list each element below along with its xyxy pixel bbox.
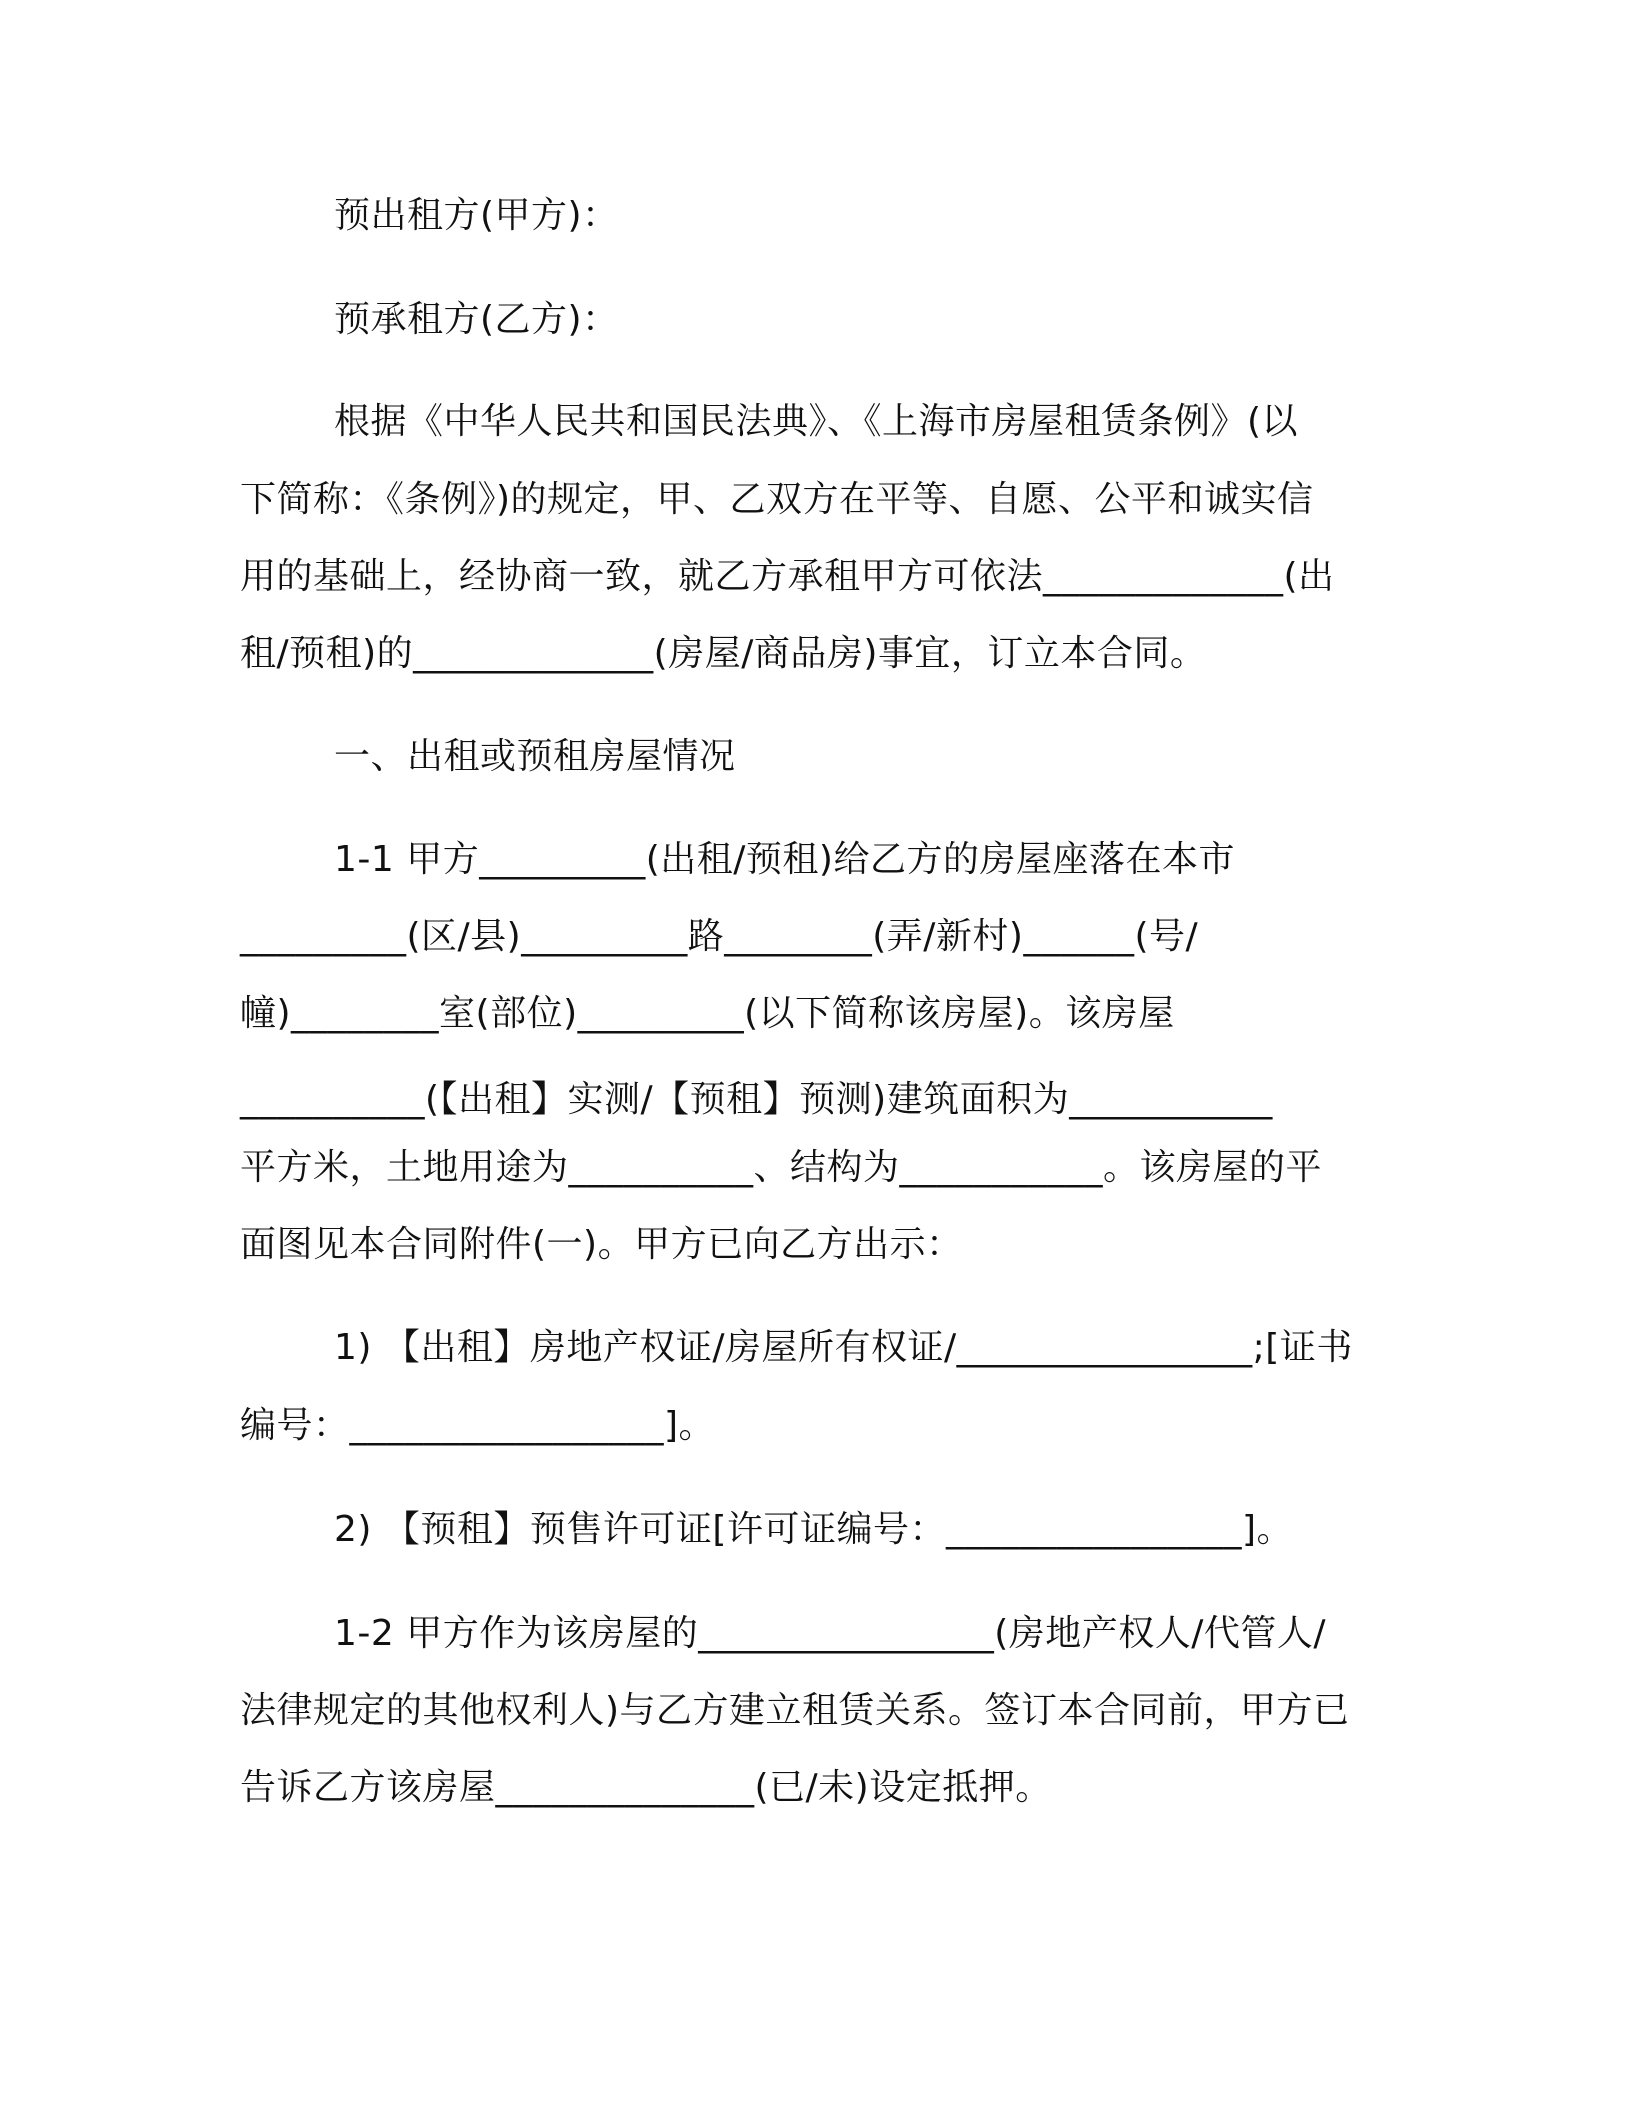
clause-1-1-line-3: 幢)________室(部位)_________(以下简称该房屋)。该房屋 (240, 993, 1175, 1034)
preamble-line-3: 用的基础上，经协商一致，就乙方承租甲方可依法_____________(出 (240, 556, 1335, 597)
section-1-title: 一、出租或预租房屋情况 (334, 736, 736, 777)
clause-1-1-line-2: _________(区/县)_________路________(弄/新村)______(号/ (240, 916, 1199, 957)
item-2-line: 2) 【预租】预售许可证[许可证编号：________________]。 (334, 1509, 1293, 1550)
preamble-line-2: 下简称：《条例》)的规定，甲、乙双方在平等、自愿、公平和诚实信 (240, 479, 1314, 520)
clause-1-2-line-1: 1-2 甲方作为该房屋的________________(房地产权人/代管人/ (334, 1613, 1327, 1654)
clause-1-1-line-1: 1-1 甲方_________(出租/预租)给乙方的房屋座落在本市 (334, 839, 1235, 880)
item-1-line-1: 1) 【出租】房地产权证/房屋所有权证/________________;[证书 (334, 1327, 1353, 1368)
preamble-line-4: 租/预租)的_____________(房屋/商品房)事宜，订立本合同。 (240, 633, 1207, 674)
lessor-line: 预出租方(甲方)： (334, 195, 619, 236)
item-1-line-2: 编号：_________________]。 (240, 1405, 716, 1446)
clause-1-1-line-4: __________(【出租】实测/【预租】预测)建筑面积为___________ (240, 1079, 1273, 1120)
clause-1-2-line-2: 法律规定的其他权利人)与乙方建立租赁关系。签订本合同前，甲方已 (240, 1690, 1350, 1731)
clause-1-2-line-3: 告诉乙方该房屋______________(已/未)设定抵押。 (240, 1767, 1052, 1808)
preamble-line-1: 根据《中华人民共和国民法典》、《上海市房屋租赁条例》(以 (334, 401, 1299, 442)
clause-1-1-line-5: 平方米，土地用途为__________、结构为___________。该房屋的平 (240, 1147, 1323, 1188)
lessee-line: 预承租方(乙方)： (334, 299, 619, 340)
clause-1-1-line-6: 面图见本合同附件(一)。甲方已向乙方出示： (240, 1224, 963, 1265)
